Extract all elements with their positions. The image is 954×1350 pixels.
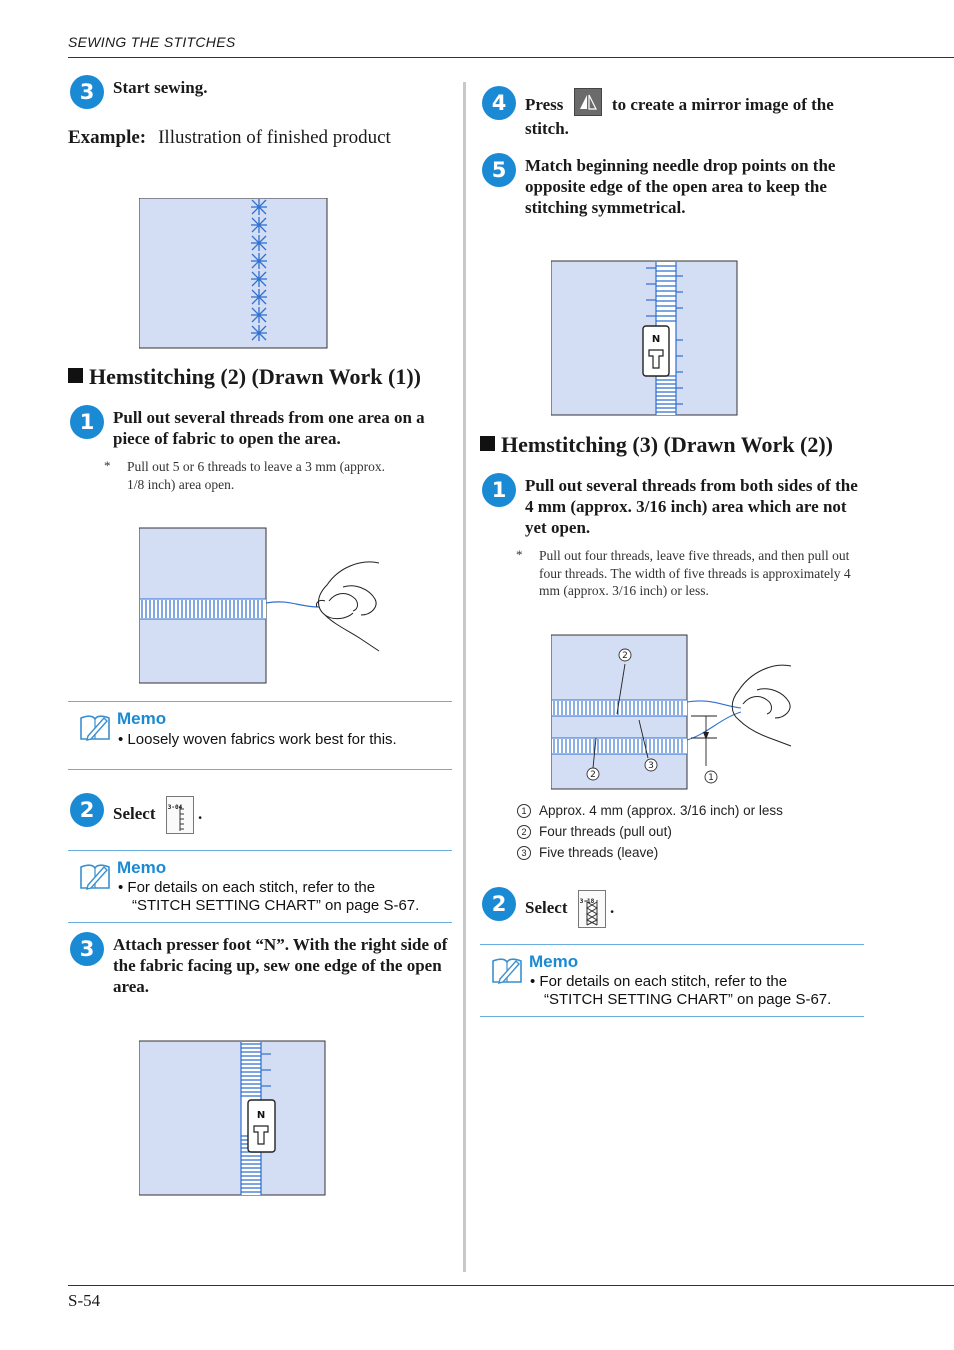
legend-item: 3 Five threads (leave) [517,845,658,860]
step-text: Attach presser foot “N”. With the right side of the fabric facing up, sew one edge of the open area. [113,935,448,996]
pull-threads-illustration [139,527,384,687]
memo-text: • Loosely woven fabrics work best for this. [118,731,397,748]
presser-foot-n-icon [248,1100,275,1152]
svg-text:1: 1 [708,773,714,783]
svg-text:3: 3 [648,761,654,771]
section-heading-hemstitching-2: Hemstitching (2) (Drawn Work (1)) [68,364,421,390]
footer-rule [68,1285,954,1286]
svg-text:N: N [256,1110,266,1121]
memo-box [480,944,864,1017]
symmetric-sewing-illustration [551,260,741,418]
step-badge-4: 4 [482,86,516,120]
step-badge-2: 2 [70,793,104,827]
page-number: S-54 [68,1291,101,1310]
step-badge-3: 3 [70,932,104,966]
svg-text:2: 2 [622,651,628,661]
memo-text-line2: “STITCH SETTING CHART” on page S-67. [132,897,420,914]
step-text-line2: stitch. [525,119,569,138]
note-asterisk: * [516,547,523,562]
step-text: Select 3-04 . [113,796,202,834]
presser-foot-n-icon [643,326,669,376]
step-text: Pull out several threads from one area on a piece of fabric to open the area. [113,408,425,448]
example-label: Example: [68,127,147,148]
column-divider [463,82,466,1272]
memo-title: Memo [117,858,167,877]
step-text: Press to create a mirror image of the [525,88,834,116]
step-text: Select 3-18 . [525,890,614,928]
memo-title: Memo [117,709,167,728]
stitch-3-04-icon[interactable]: 3-04 [166,796,194,834]
step-text: Pull out several threads from both sides of the 4 mm (approx. 3/16 inch) area which are not yet open. [525,476,858,537]
note-text: Pull out 5 or 6 threads to leave a 3 mm (approx. 1/8 inch) area open. [127,459,385,492]
pencil-memo-icon [79,712,111,742]
running-header: SEWING THE STITCHES [68,34,236,50]
hand-icon [316,562,379,651]
step-text: Match beginning needle drop points on the opposite edge of the open area to keep the stitching symmetrical. [525,156,836,217]
memo-title: Memo [529,952,579,971]
step-badge-2: 2 [482,887,516,921]
note-asterisk: * [104,458,111,473]
memo-box [68,850,452,923]
memo-box [68,701,452,770]
memo-text-line1: • For details on each stitch, refer to the [530,973,788,990]
svg-text:2: 2 [590,770,596,780]
example-text: Illustration of finished product [158,127,391,148]
svg-text:N: N [651,334,661,345]
sewing-foot-illustration [139,1040,329,1198]
step-text: Start sewing. [113,78,208,97]
step-badge-1: 1 [482,473,516,507]
header-rule [68,57,954,58]
step-badge-5: 5 [482,153,516,187]
memo-text-line2: “STITCH SETTING CHART” on page S-67. [544,991,832,1008]
stitch-3-18-icon[interactable]: 3-18 [578,890,606,928]
section-square-icon [480,436,495,451]
section-heading-hemstitching-3: Hemstitching (3) (Drawn Work (2)) [480,432,833,458]
mirror-image-icon[interactable] [574,88,602,116]
step-badge-1: 1 [70,405,104,439]
step-badge-3: 3 [70,75,104,109]
pencil-memo-icon [491,955,523,985]
two-band-threads-illustration [551,634,801,794]
legend-item: 1 Approx. 4 mm (approx. 3/16 inch) or less [517,803,783,818]
hand-icon [732,665,791,746]
legend-item: 2 Four threads (pull out) [517,824,672,839]
section-square-icon [68,368,83,383]
note-text: Pull out four threads, leave five threads, and then pull out four threads. The width of five threads is approximately 4 mm (approx. 3/16 inch) or less. [539,548,851,598]
example-line [68,127,391,149]
finished-product-illustration [139,198,329,350]
pencil-memo-icon [79,861,111,891]
memo-text-line1: • For details on each stitch, refer to the [118,879,376,896]
